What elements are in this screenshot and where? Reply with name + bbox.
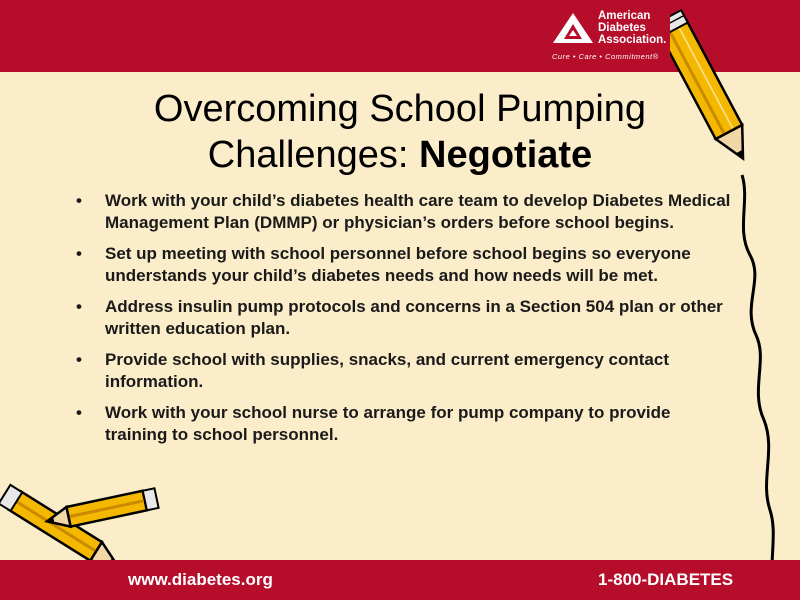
title-bold: Negotiate <box>419 134 593 176</box>
scribble-line <box>742 175 774 600</box>
bullet-item: • Provide school with supplies, snacks, and current emergency contact information. <box>76 349 736 392</box>
bullet-item: • Address insulin pump protocols and concerns in a Section 504 plan or other written education plan. <box>76 296 736 339</box>
bullet-list <box>76 190 736 455</box>
logo-line-3: Association. <box>598 34 667 46</box>
bullet-item: • Work with your child’s diabetes health care team to develop Diabetes Medical Management Plan (DMMP) or physician’s orders before school begins. <box>76 190 736 233</box>
logo-tagline: Cure • Care • Commitment® <box>552 52 659 61</box>
title-regular: Overcoming School Pumping Challenges: <box>153 88 647 176</box>
bullet-item: • Work with your school nurse to arrange for pump company to provide training to school personnel. <box>76 402 736 445</box>
pencils-left-icon <box>0 480 175 565</box>
slide-title <box>80 86 720 178</box>
ada-triangle-icon <box>552 12 594 44</box>
footer-phone: 1-800-DIABETES <box>598 570 734 589</box>
bullet-item: • Set up meeting with school personnel before school begins so everyone understands your child’s diabetes needs and how needs will be met. <box>76 243 736 286</box>
pencil-right-icon <box>670 0 800 600</box>
logo-line-1: American <box>598 10 651 22</box>
logo-line-2: Diabetes <box>598 22 646 34</box>
footer-website: www.diabetes.org <box>128 570 273 589</box>
